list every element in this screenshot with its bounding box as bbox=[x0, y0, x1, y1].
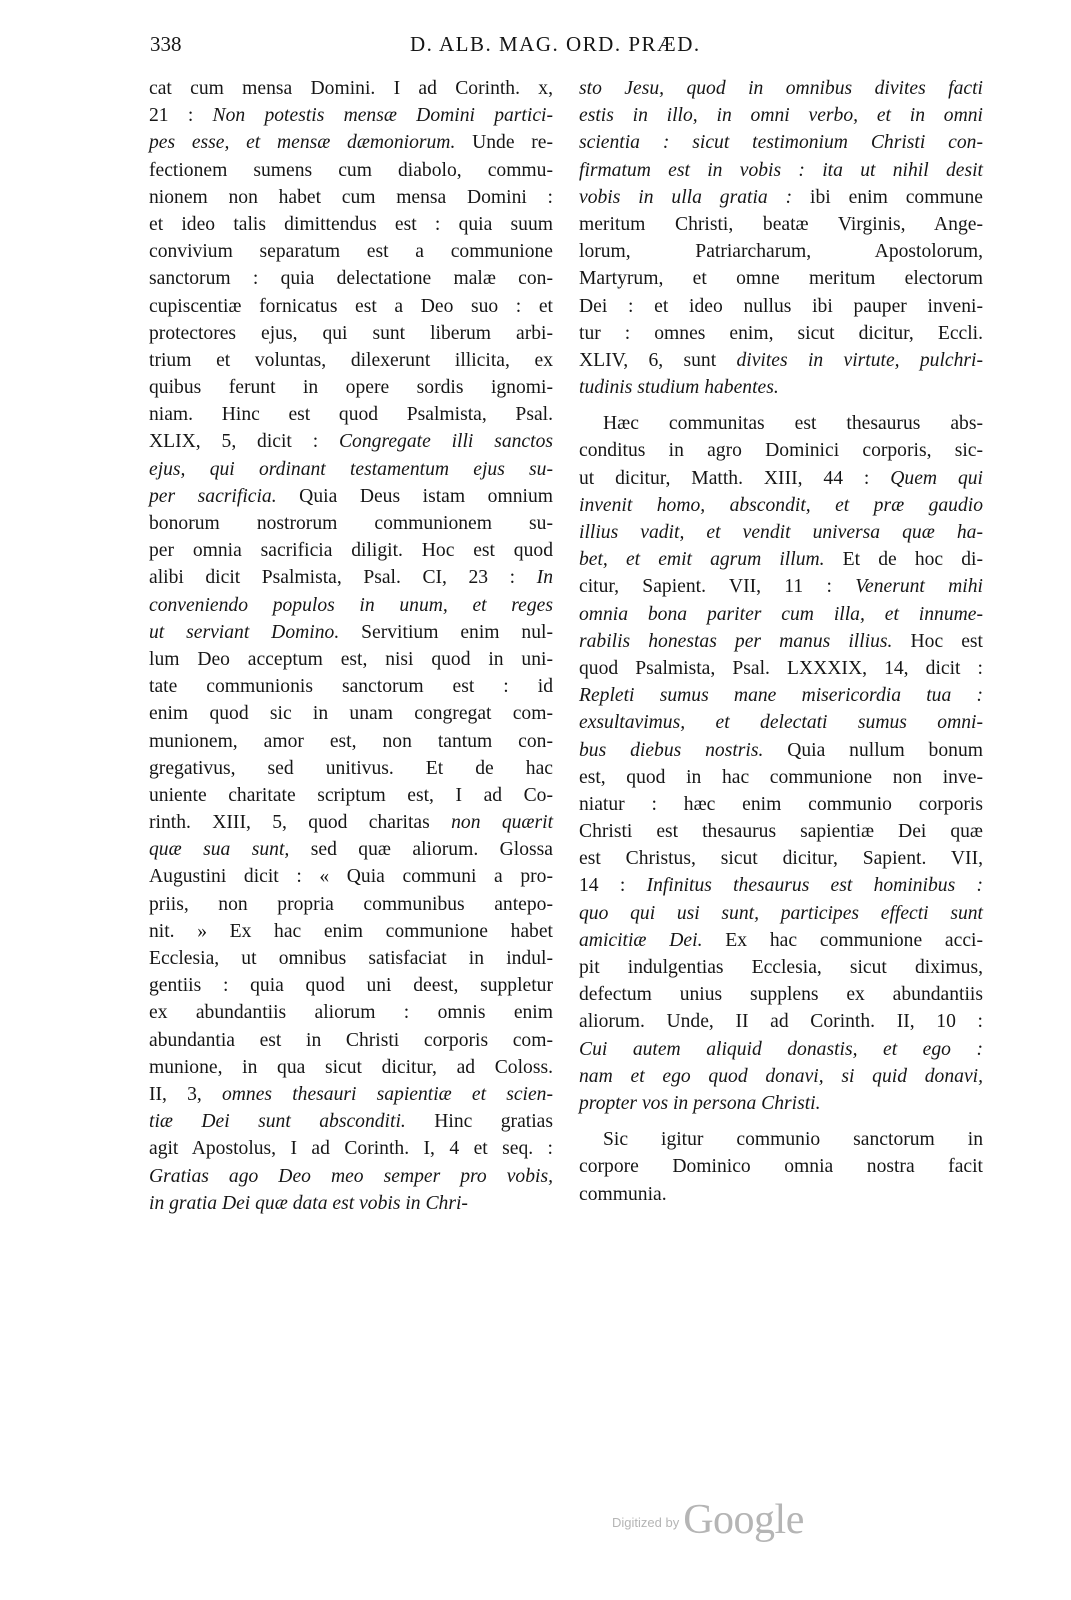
text-line bbox=[579, 709, 983, 736]
text-segment: Ex hac communione acci- bbox=[702, 929, 983, 951]
italic-text: Infinitus thesaurus est hominibus : bbox=[646, 875, 983, 897]
text-segment: cupiscentiæ fornicatus est a Deo suo : et bbox=[149, 295, 553, 317]
text-segment: convivium separatum est a communione bbox=[149, 241, 553, 263]
text-line bbox=[579, 628, 983, 655]
text-segment: priis, non propria communibus antepo- bbox=[149, 893, 553, 915]
left-column bbox=[149, 75, 553, 1217]
text-line bbox=[579, 927, 983, 954]
text-line bbox=[149, 510, 553, 537]
text-segment: gentiis : quia quod uni deest, suppletur bbox=[149, 975, 553, 997]
running-title: D. ALB. MAG. ORD. PRÆD. bbox=[410, 32, 701, 56]
text-line bbox=[579, 265, 983, 292]
text-line bbox=[149, 184, 553, 211]
text-segment: est, quod in hac communione non inve- bbox=[579, 766, 983, 788]
text-segment: conditus in agro Dominici corporis, sic- bbox=[579, 440, 983, 462]
italic-text: In bbox=[536, 567, 553, 589]
text-line bbox=[579, 981, 983, 1008]
text-segment: per omnia sacrificia diligit. Hoc est quod bbox=[149, 540, 553, 562]
italic-text: Congregate illi sanctos bbox=[338, 431, 553, 453]
text-line bbox=[579, 872, 983, 899]
text-segment: protectores ejus, qui sunt liberum arbi- bbox=[149, 322, 553, 344]
text-line bbox=[579, 845, 983, 872]
text-line bbox=[579, 764, 983, 791]
italic-text: bet, et emit agrum illum. bbox=[579, 549, 825, 571]
text-segment: meritum Christi, beatæ Virginis, Ange- bbox=[579, 213, 983, 235]
text-segment: uniente charitate scriptum est, I ad Co- bbox=[149, 784, 553, 806]
text-segment: corpore Dominico omnia nostra facit bbox=[579, 1156, 983, 1178]
text-segment: Servitium enim nul- bbox=[339, 621, 553, 643]
text-segment: nionem non habet cum mensa Domini : bbox=[149, 186, 553, 208]
text-segment: gregativus, sed unitivus. Et de hac bbox=[149, 757, 553, 779]
text-segment: sed quæ aliorum. Glossa bbox=[289, 839, 553, 861]
text-line bbox=[149, 728, 553, 755]
text-line bbox=[579, 601, 983, 628]
text-segment: cat cum mensa Domini. I ad Corinth. x, bbox=[149, 78, 553, 99]
text-segment: sanctorum : quia delectatione malæ con- bbox=[149, 268, 553, 290]
text-segment: bonorum nostrorum communionem su- bbox=[149, 513, 553, 534]
text-line bbox=[149, 238, 553, 265]
text-line bbox=[579, 1181, 983, 1208]
italic-text: quo qui usi sunt, participes effecti sunt bbox=[579, 902, 983, 924]
page-header bbox=[150, 32, 977, 66]
text-segment: trium et voluntas, dilexerunt illicita, ex bbox=[149, 349, 553, 371]
text-segment: 14 : bbox=[579, 875, 647, 897]
text-segment: citur, Sapient. VII, 11 : bbox=[579, 576, 856, 598]
text-line bbox=[579, 211, 983, 238]
italic-text: non quærit bbox=[451, 812, 554, 834]
italic-text: exsultavimus, et delectati sumus omni- bbox=[579, 712, 983, 734]
italic-text: Quem qui bbox=[890, 467, 983, 489]
text-segment: II, 3, bbox=[149, 1083, 222, 1105]
text-segment: ut dicitur, Matth. XIII, 44 : bbox=[579, 467, 891, 489]
paragraph-gap bbox=[579, 401, 983, 410]
text-line bbox=[149, 456, 553, 483]
text-line bbox=[579, 1063, 983, 1090]
text-line bbox=[149, 428, 553, 455]
right-column bbox=[579, 75, 983, 1208]
text-line bbox=[579, 737, 983, 764]
text-line bbox=[149, 293, 553, 320]
text-segment: alibi dicit Psalmista, Psal. CI, 23 : bbox=[149, 567, 537, 589]
text-line bbox=[579, 546, 983, 573]
italic-text: rabilis honestas per manus illius. bbox=[579, 630, 893, 652]
text-line bbox=[579, 347, 983, 374]
text-line bbox=[579, 465, 983, 492]
text-line bbox=[149, 891, 553, 918]
italic-text: omnes thesauri sapientiæ et scien- bbox=[221, 1083, 553, 1105]
text-line bbox=[579, 682, 983, 709]
text-line bbox=[579, 129, 983, 156]
text-line bbox=[149, 564, 553, 591]
text-segment: Ecclesia, ut omnibus satisfaciat in indul- bbox=[149, 948, 553, 969]
google-logo: Google bbox=[683, 1497, 804, 1543]
text-segment: ibi enim commune bbox=[792, 186, 983, 208]
text-line bbox=[149, 129, 553, 156]
text-segment: Martyrum, et omne meritum electorum bbox=[579, 268, 983, 290]
italic-text: Non potestis mensæ Domini partici- bbox=[212, 105, 553, 127]
text-line bbox=[149, 1108, 553, 1135]
text-line bbox=[579, 573, 983, 600]
italic-text: omnia bona pariter cum illa, et innume- bbox=[579, 603, 983, 625]
text-segment: est Christus, sicut dicitur, Sapient. VII, bbox=[579, 848, 983, 870]
italic-text: vobis in ulla gratia : bbox=[579, 186, 793, 208]
text-segment: lorum, Patriarcharum, Apostolorum, bbox=[579, 241, 983, 263]
text-line bbox=[149, 646, 553, 673]
text-segment: munione, in qua sicut dicitur, ad Coloss. bbox=[149, 1056, 553, 1078]
paragraph-gap bbox=[579, 1117, 983, 1126]
text-segment: ex abundantiis aliorum : omnis enim bbox=[149, 1002, 553, 1024]
text-line bbox=[149, 918, 553, 945]
text-segment: Christi est thesaurus sapientiæ Dei quæ bbox=[579, 821, 983, 843]
text-line bbox=[149, 999, 553, 1026]
text-segment: defectum unius supplens ex abundantiis bbox=[579, 984, 983, 1006]
italic-text: estis in illo, in omni verbo, et in omni bbox=[579, 105, 983, 127]
text-line bbox=[579, 320, 983, 347]
text-segment: agit Apostolus, I ad Corinth. I, 4 et seq. : bbox=[149, 1138, 553, 1160]
digitized-by-label: Digitized by bbox=[612, 1515, 680, 1530]
text-segment: abundantia est in Christi corporis com- bbox=[149, 1029, 553, 1051]
italic-text: quæ sua sunt, bbox=[149, 839, 290, 861]
italic-text: divites in virtute, pulchri- bbox=[736, 349, 983, 371]
text-line bbox=[579, 1036, 983, 1063]
italic-text: firmatum est in vobis : ita ut nihil desit bbox=[579, 159, 983, 181]
text-segment: niatur : hæc enim communio corporis bbox=[579, 793, 983, 815]
text-segment: XLIV, 6, sunt bbox=[579, 349, 737, 371]
text-line bbox=[149, 1081, 553, 1108]
italic-text: conveniendo populos in unum, et reges bbox=[149, 594, 553, 616]
text-line bbox=[579, 1126, 983, 1153]
italic-text: sto Jesu, quod in omnibus divites facti bbox=[579, 78, 983, 99]
page-number: 338 bbox=[150, 32, 182, 56]
text-segment: lum Deo acceptum est, nisi quod in uni- bbox=[149, 648, 553, 670]
text-segment: tate communionis sanctorum est : id bbox=[149, 676, 553, 698]
italic-text: propter vos in persona Christi. bbox=[579, 1092, 821, 1114]
text-line bbox=[579, 1153, 983, 1180]
text-line bbox=[579, 437, 983, 464]
text-segment: rinth. XIII, 5, quod charitas bbox=[149, 812, 452, 834]
text-line bbox=[149, 102, 553, 129]
text-line bbox=[579, 238, 983, 265]
text-line bbox=[149, 537, 553, 564]
text-segment: Quia nullum bonum bbox=[763, 739, 983, 761]
text-line bbox=[579, 492, 983, 519]
text-segment: Hinc gratias bbox=[405, 1111, 553, 1133]
text-line bbox=[149, 1190, 553, 1217]
text-line bbox=[579, 519, 983, 546]
text-segment: Sic igitur communio sanctorum in bbox=[603, 1129, 983, 1151]
text-segment: communia. bbox=[579, 1183, 667, 1205]
text-line bbox=[149, 782, 553, 809]
italic-text: nam et ego quod donavi, si quid donavi, bbox=[579, 1065, 983, 1087]
text-line bbox=[149, 211, 553, 238]
italic-text: in gratia Dei quæ data est vobis in Chri- bbox=[149, 1192, 468, 1214]
text-segment: quod Psalmista, Psal. LXXXIX, 14, dicit : bbox=[579, 657, 983, 679]
text-line bbox=[579, 293, 983, 320]
text-line bbox=[579, 75, 983, 102]
text-segment: quibus ferunt in opere sordis ignomi- bbox=[149, 377, 553, 399]
text-segment: et ideo talis dimittendus est : quia suum bbox=[149, 213, 553, 235]
italic-text: Repleti sumus mane misericordia tua : bbox=[579, 685, 983, 707]
text-segment: XLIX, 5, dicit : bbox=[149, 431, 339, 453]
text-line bbox=[579, 157, 983, 184]
text-segment: pit indulgentias Ecclesia, sicut diximus, bbox=[579, 957, 983, 978]
text-segment: Hæc communitas est thesaurus abs- bbox=[603, 413, 983, 435]
text-line bbox=[149, 1027, 553, 1054]
text-line bbox=[149, 75, 553, 102]
text-line bbox=[579, 818, 983, 845]
text-segment: Quia Deus istam omnium bbox=[276, 485, 553, 507]
text-line bbox=[579, 1008, 983, 1035]
italic-text: per sacrificia. bbox=[149, 485, 277, 507]
text-line bbox=[579, 410, 983, 437]
text-line bbox=[149, 972, 553, 999]
text-segment: nit. » Ex hac enim communione habet bbox=[149, 920, 553, 942]
text-line bbox=[149, 836, 553, 863]
text-line bbox=[149, 1163, 553, 1190]
italic-text: Venerunt mihi bbox=[855, 576, 983, 598]
text-line bbox=[149, 700, 553, 727]
text-segment: munionem, amor est, non tantum con- bbox=[149, 730, 553, 752]
text-line bbox=[149, 619, 553, 646]
text-segment: enim quod sic in unam congregat com- bbox=[149, 703, 553, 725]
text-segment: Augustini dicit : « Quia communi a pro- bbox=[149, 866, 553, 888]
text-line bbox=[579, 374, 983, 401]
text-line bbox=[149, 592, 553, 619]
text-line bbox=[149, 483, 553, 510]
text-line bbox=[149, 320, 553, 347]
text-line bbox=[579, 791, 983, 818]
text-segment: Et de hoc di- bbox=[824, 549, 983, 571]
italic-text: amicitiæ Dei. bbox=[579, 929, 703, 951]
text-line bbox=[149, 809, 553, 836]
text-line bbox=[149, 347, 553, 374]
text-segment: tur : omnes enim, sicut dicitur, Eccli. bbox=[579, 322, 983, 344]
text-line bbox=[149, 673, 553, 700]
text-segment: niam. Hinc est quod Psalmista, Psal. bbox=[149, 404, 553, 426]
text-line bbox=[149, 265, 553, 292]
text-line bbox=[579, 954, 983, 981]
italic-text: tudinis studium habentes. bbox=[579, 377, 779, 399]
italic-text: ut serviant Domino. bbox=[149, 621, 340, 643]
text-line bbox=[579, 1090, 983, 1117]
text-line bbox=[579, 655, 983, 682]
text-line bbox=[579, 184, 983, 211]
text-line bbox=[149, 1054, 553, 1081]
text-segment: Unde re- bbox=[455, 132, 553, 154]
text-line bbox=[149, 1135, 553, 1162]
text-line bbox=[149, 157, 553, 184]
text-line bbox=[149, 401, 553, 428]
text-line bbox=[579, 900, 983, 927]
text-segment: fectionem sumens cum diabolo, commu- bbox=[149, 159, 553, 181]
text-line bbox=[149, 863, 553, 890]
text-line bbox=[149, 945, 553, 972]
text-segment: 21 : bbox=[149, 105, 213, 127]
italic-text: invenit homo, abscondit, et præ gaudio bbox=[579, 494, 983, 516]
italic-text: Gratias ago Deo meo semper pro vobis, bbox=[149, 1165, 553, 1187]
text-segment: aliorum. Unde, II ad Corinth. II, 10 : bbox=[579, 1011, 983, 1033]
italic-text: scientia : sicut testimonium Christi con- bbox=[579, 132, 983, 154]
italic-text: illius vadit, et vendit universa quæ ha- bbox=[579, 522, 983, 543]
digitized-by-watermark bbox=[612, 1496, 804, 1544]
italic-text: ejus, qui ordinant testamentum ejus su- bbox=[149, 458, 553, 480]
text-segment: Hoc est bbox=[892, 630, 983, 652]
italic-text: Cui autem aliquid donastis, et ego : bbox=[579, 1038, 983, 1060]
italic-text: bus diebus nostris. bbox=[579, 739, 764, 761]
text-line bbox=[149, 755, 553, 782]
italic-text: tiæ Dei sunt absconditi. bbox=[149, 1111, 406, 1133]
text-line bbox=[579, 102, 983, 129]
text-segment: Dei : et ideo nullus ibi pauper inveni- bbox=[579, 295, 983, 317]
text-line bbox=[149, 374, 553, 401]
italic-text: pes esse, et mensæ dæmoniorum. bbox=[149, 132, 456, 154]
